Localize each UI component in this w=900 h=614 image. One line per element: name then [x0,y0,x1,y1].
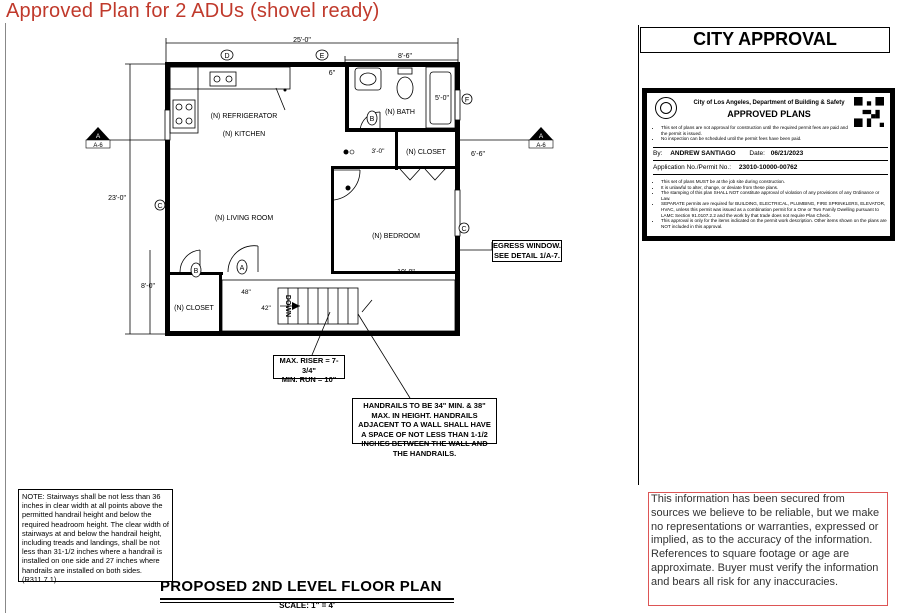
tag-f: F [464,97,470,104]
dim-overall-width: 25'-0" [293,37,311,44]
stamp-approved-plans: APPROVED PLANS [727,109,811,119]
riser-run-callout: MAX. RISER = 7-3/4" MIN. RUN = 10" [273,355,345,379]
room-closet-bed-label: (N) CLOSET [406,149,446,156]
handrail-callout: HANDRAILS TO BE 34" MIN. & 38" MAX. IN HEIGHT. HANDRAILS ADJACENT TO A WALL SHALL HAVE A SPACE OF NOT LESS THAN 1-1/2 INCHES BETWEEN THE WALL AND THE HANDRAILS. [352,398,497,444]
stamp-bullet: • No inspection can be scheduled until the permit fees have been paid. [661,136,852,142]
dim-closet-gap: 3'-0" [371,148,385,155]
room-kitchen-label: (N) KITCHEN [222,131,266,138]
left-dimension-line [125,64,166,334]
qr-code-icon [854,97,884,127]
section-left-sheet: A-6 [93,143,103,149]
refrigerator-marker [284,89,287,92]
stair-down-label: DOWN [284,294,291,318]
tag-a: A [239,265,245,272]
tag-b-bath: B [369,116,375,123]
smoke-detector-icon [344,150,355,155]
city-seal-icon [655,97,677,119]
stamp-bullet: • This approval is only for the items indicated on the permit work description. Other items shown on the plans are NOT included in this approval. [661,218,890,229]
room-bath-label: (N) BATH [385,109,415,116]
date-value: 06/21/2023 [770,150,804,157]
tag-d: D [224,53,230,60]
interior-walls [165,62,457,334]
stamp-bullets-bottom [652,179,890,229]
disclaimer-box: This information has been secured from sources we believe to be reliable, but we make no representations or warranties, expressed or implied, as to the accuracy of the information. References to square footage or age are approximate. Buyer must verify the information and bears all risk for any inaccuracies. [648,492,888,606]
stamp-bullet: • SEPARATE permits are required for BUILDING, ELECTRICAL, PLUMBING, FIRE SPRINKLERS, ELEVATOR, HVAC, unless this permit was issued as a combination permit for a One or Two Family Dwelling pursuant to LAMC Section 91.0107.2.2 and the work by that trade does not require Plan Check. [661,201,890,218]
stamp-bullet: • It is unlawful to alter, change, or deviate from these plans. [661,185,890,191]
stair-direction-arrow [292,302,300,310]
bedroom-door [334,170,360,200]
drawing-scale: SCALE: 1" = 4' [279,601,335,610]
kitchen-counter [170,67,290,133]
dim-closet-depth: 6'-6" [471,151,485,158]
by-label: By: [653,150,663,157]
stamp-bullet: • This set of plans are not approval for construction until the required permit fees are paid and the permit is issued. [661,125,852,136]
date-label: Date: [749,150,765,157]
section-right-letter: A [538,133,544,140]
bedroom-smoke-detector-icon [346,186,351,191]
approval-stamp [642,88,895,241]
dim-stair-clear: 42" [261,305,271,312]
dim-bedroom-width: 10'-0" [397,269,415,276]
stair [222,280,455,331]
drawing-title: PROPOSED 2ND LEVEL FLOOR PLAN [160,578,442,595]
dim-stair-width: 48" [241,289,251,296]
dim-sink-offset: 6" [328,70,336,77]
room-living-label: (N) LIVING ROOM [214,215,274,222]
stamp-bullet: • This set of plans MUST be at the job site during construction. [661,179,890,185]
closet-bifold-doors [400,169,445,180]
city-approval-title: CITY APPROVAL [640,27,890,53]
tag-c-left: C [157,203,163,210]
dim-closet-height: 8'-0" [141,283,155,290]
stamp-application-line [653,162,888,175]
dim-bath-depth: 5'-0" [435,95,449,102]
room-bedroom-label: (N) BEDROOM [372,233,420,240]
room-closet-stair-label: (N) CLOSET [174,305,214,312]
section-left-letter: A [95,133,101,140]
window-marks [165,90,460,236]
section-right-sheet: A-6 [536,143,546,149]
tag-e: E [319,53,325,60]
by-value: ANDREW SANTIAGO [670,150,736,157]
stamp-department: City of Los Angeles, Department of Building & Safety [693,100,845,106]
exterior-walls [165,62,460,336]
tag-c-right: C [461,226,467,233]
application-label: Application No./Permit No.: [653,164,732,171]
stairway-width-note: NOTE: Stairways shall be not less than 36 inches in clear width at all points above the permitted handrail height and below the required headroom height. The clear width of stairways at and below the handrail height, including treads and landings, shall be not less than 31-1/2 inches where a handrail is installed on one side and 27 inches where handrails are installed on both sides. (R311.7.1) [18,489,173,582]
page-header-title: Approved Plan for 2 ADUs (shovel ready) [6,0,380,22]
top-dimension-line [166,38,458,64]
egress-window-callout: EGRESS WINDOW. SEE DETAIL 1/A-7. [492,240,562,262]
application-value: 23010-10000-00762 [738,164,798,171]
stamp-bullet: • The stamping of this plan SHALL NOT constitute approval of violation of any provisions of any Ordinance or Law. [661,190,890,201]
room-refrigerator-label: (N) REFRIGERATOR [210,113,278,120]
tag-b-closet: B [193,268,199,275]
window-tags [155,50,472,277]
stamp-bullets-top [652,125,852,142]
stamp-by-line [653,147,888,161]
dim-overall-depth: 23'-0" [108,195,126,202]
dim-bath-width: 8'-6" [398,53,412,60]
